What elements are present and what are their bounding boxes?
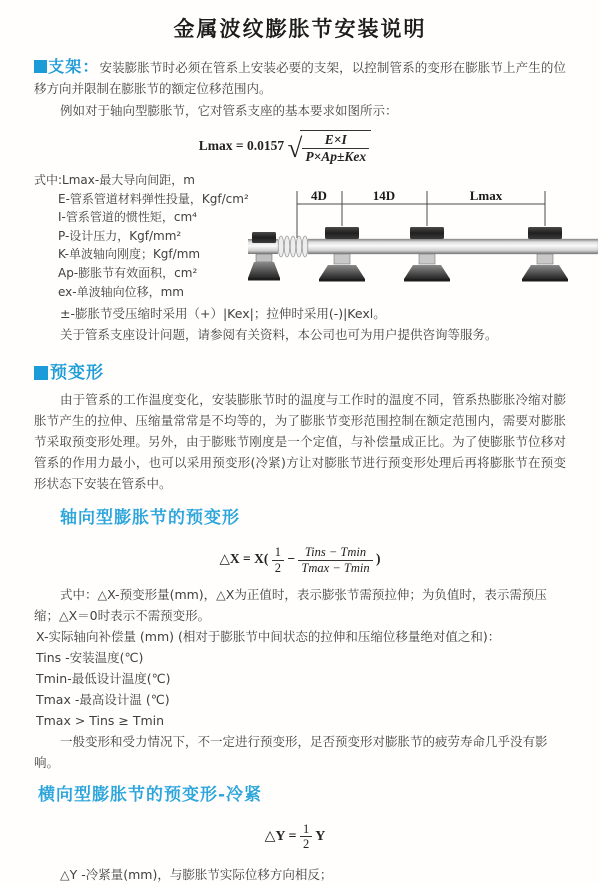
lmax-fraction-denominator: P×Ap±Kex <box>305 148 367 164</box>
temperature-relation: Tmax > Tins ≥ Tmin <box>36 713 165 729</box>
lmax-fraction-numerator: E×I <box>302 132 369 149</box>
half-fraction <box>272 545 284 575</box>
page-title: 金属波纹膨胀节安装说明 <box>173 17 427 41</box>
predeform-section-header <box>34 358 566 383</box>
axial-subsection-heading: 轴向型膨胀节的预变形 <box>60 508 240 529</box>
tins-definition: Tins -安装温度(℃) <box>36 650 144 666</box>
predeform-paragraph: 由于管系的工作温度变化，安装膨胀节时的温度与工作时的温度不同，管系热膨胀冷缩对膨胀节产生的拉伸、压缩量常常是不均等的，为了膨胀节变形范围控制在额定范围内，需要对膨胀节采取预变形处理。另外，由于膨账节刚度是一个定值，与补偿量成正比。为了使膨胀节位移对管系的作用力最小，也可以采用预变形(冷紧)方让对膨胀节进行预变形处理后再将膨胀节在预变形状态下安装在管系中。 <box>34 392 566 492</box>
anchor-support <box>248 232 280 281</box>
temperature-numerator: Tins − Tmin <box>298 545 372 560</box>
support-body-text: 安装膨胀节时必须在管系上安装必要的支架，以控制管系的变形在膨胀节上产生的位移方向并限制在膨胀节的额定位移范围内。 <box>34 60 566 96</box>
definition-line: ex-单波轴向位移，mm <box>58 284 184 299</box>
half-denominator: 2 <box>302 837 310 852</box>
temperature-fraction <box>298 545 372 575</box>
support-example-text: 例如对于轴向型膨胀节，它对管系支座的基本要求如图所示： <box>60 103 398 118</box>
lmax-formula <box>4 130 566 164</box>
half-numerator: 1 <box>272 545 284 560</box>
support-paragraph <box>34 56 566 99</box>
definition-line: E-管系管道材料弹性投量，Kgf/cm² <box>58 191 249 206</box>
dimension-label-lmax: Lmax <box>469 188 503 203</box>
lateral-formula-rhs: Y <box>315 829 326 845</box>
guide-support <box>319 227 365 282</box>
tmin-definition: Tmin-最低设计温度(℃) <box>36 671 171 687</box>
lmax-formula-lhs: Lmax = 0.0157 <box>198 138 285 154</box>
lateral-subsection-heading: 横向型膨胀节的预变形-冷紧 <box>38 785 263 806</box>
predeform-remark: 一般变形和受力情况下，不一定进行预变形，足否预变形对膨胀节的疲劳寿命几乎没有影响。 <box>34 734 548 771</box>
tmax-definition: Tmax -最高设计温 (℃) <box>36 692 170 708</box>
pipe-support-diagram <box>248 186 598 291</box>
support-section-label: 支架： <box>48 57 100 76</box>
bellows <box>278 236 308 257</box>
dimension-label-14d: 14D <box>372 188 396 203</box>
guide-support <box>522 227 568 282</box>
half-numerator: 1 <box>300 822 312 837</box>
radical-sign: √ <box>287 133 301 164</box>
predeform-heading-text: 预变形 <box>50 363 104 384</box>
section-marker-icon <box>34 366 48 380</box>
axial-formula-lhs: △X = X( <box>219 551 269 567</box>
lateral-note: △Y -冷紧量(mm)，与膨胀节实际位移方向相反； <box>60 866 333 882</box>
axial-formula <box>34 545 566 575</box>
lmax-fraction <box>302 132 369 164</box>
half-denominator: 2 <box>274 560 281 575</box>
lateral-formula <box>24 822 566 852</box>
section-marker-icon <box>34 60 47 73</box>
definition-line: 式中:Lmax-最大导向间距，m <box>34 173 195 188</box>
definition-line: Ap-膨胀节有效面积，cm² <box>58 266 198 281</box>
definition-line: I-管系管道的惯性矩，cm⁴ <box>58 210 197 225</box>
definition-line: P-设计压力，Kgf/mm² <box>58 228 182 243</box>
definition-line: K-单波轴向刚度；Kgf/mm <box>58 247 201 262</box>
x-definition: X-实际轴向补偿量 (mm) (相对于膨胀节中间状态的拉伸和压缩位移量绝对值之和)： <box>36 629 501 645</box>
plus-minus-note: ±-膨胀节受压缩时采用（+）|Kex|；拉伸时采用(-)|Kexl。 <box>60 306 386 322</box>
pipe-main <box>308 239 598 254</box>
half-fraction <box>300 822 312 852</box>
service-note: 关于管系支座设计问题，请参阅有关资料，本公司也可为用户提供咨询等服务。 <box>60 327 498 343</box>
temperature-denominator: Tmax − Tmin <box>301 560 370 575</box>
guide-support <box>404 227 450 282</box>
lateral-formula-lhs: △Y = <box>264 829 297 845</box>
minus-sign: − <box>287 551 296 567</box>
lmax-formula-radicand <box>300 130 371 164</box>
close-paren: ) <box>375 551 381 567</box>
dimension-label-4d: 4D <box>311 188 327 203</box>
axial-explain-text: 式中：△X-预变形量(mm)，△X为正值时，表示膨张节需预拉伸；为负值时，表示需预压缩；△X＝0时表示不需预变形。 <box>34 587 547 624</box>
